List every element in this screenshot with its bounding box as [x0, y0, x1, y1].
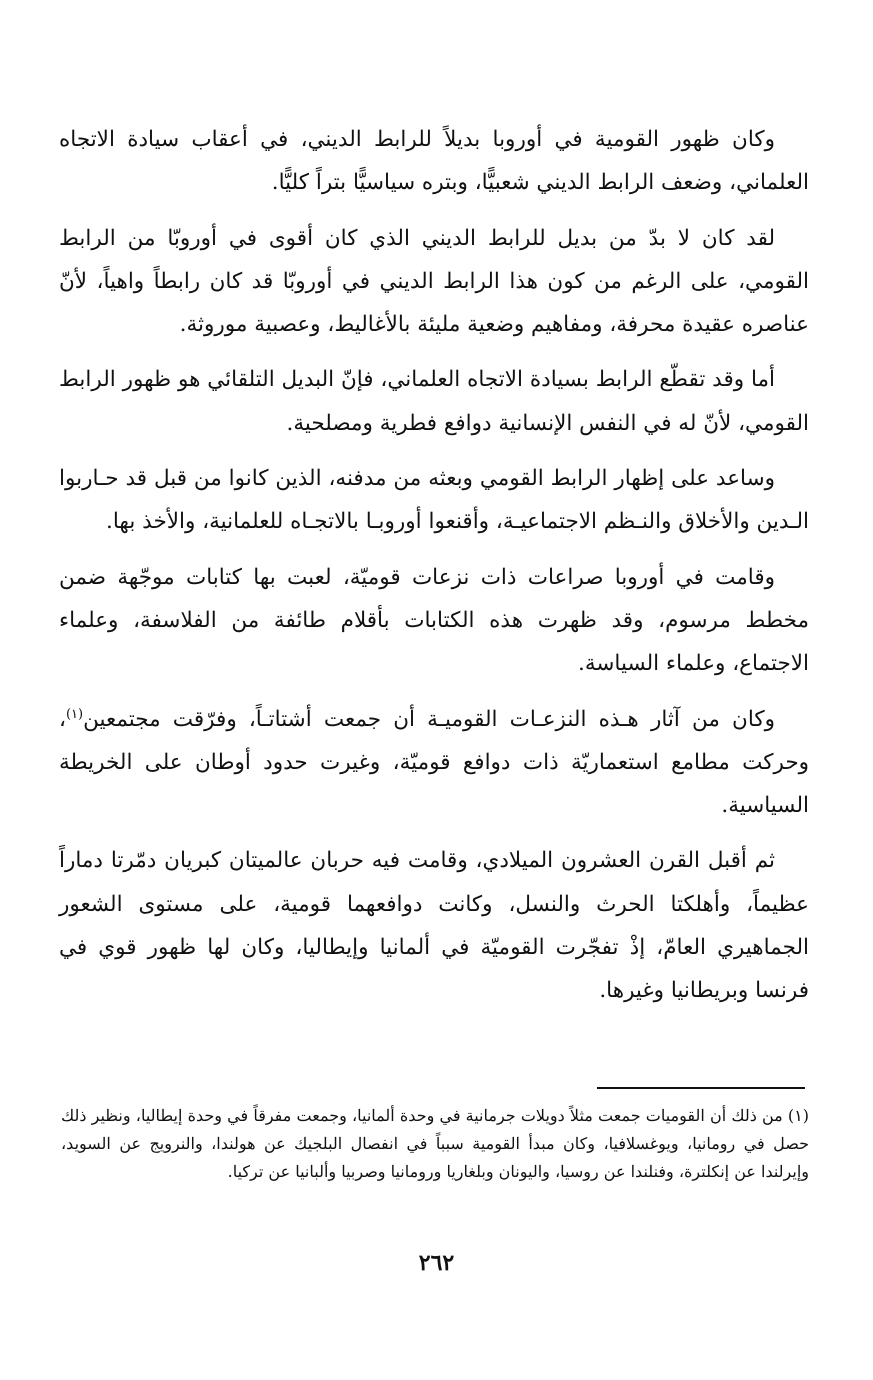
paragraph-5: وقامت في أوروبا صراعات ذات نزعات قوميّة، لعبت بها كتابات موجّهة ضمن مخطط مرسوم، وقد ظهرت هذه الكتابات بأقلام طائفة من الفلاسفة، وعلماء الاجتماع، وعلماء السياسة.: [59, 564, 809, 677]
main-text: [59, 118, 809, 1025]
footnote-marker[interactable]: (١): [65, 706, 84, 722]
paragraph-3: أما وقد تقطّع الرابط بسيادة الاتجاه العلماني، فإنّ البديل التلقائي هو ظهور الرابط القومي، لأنّ له في النفس الإنسانية دوافع فطرية ومصلحية.: [59, 367, 809, 436]
footnote-text: (١) من ذلك أن القوميات جمعت مثلاً دويلات جرمانية في وحدة ألمانيا، وجمعت مفرقاً في وحدة إيطاليا، ونظير ذلك حصل في رومانيا، ويوغسلافيا، وكان مبدأ القومية سبباً في انفصال البلجيك عن هولندا، والنرويج عن السويد، وإيرلندا عن إنكلترة، وفنلندا عن روسيا، واليونان وبلغاريا ورومانيا وصربيا وألبانيا عن تركيا.: [61, 1106, 809, 1181]
paragraph-6-part-1: وكان من آثار هـذه النزعـات القوميـة أن جمعت أشتاتـاً، وفرّقت مجتمعين: [83, 706, 775, 732]
paragraph-4: وساعد على إظهار الرابط القومي وبعثه من مدفنه، الذين كانوا من قبل قد حـاربوا الـدين والأخلاق والنـظم الاجتماعيـة، وأقنعوا أوروبـا بالاتجـاه للعلمانية، والأخذ بها.: [59, 466, 809, 535]
page-number: ٢٦٢: [418, 1250, 455, 1276]
paragraph-1: وكان ظهور القومية في أوروبا بديلاً للرابط الديني، في أعقاب سيادة الاتجاه العلماني، وضعف الرابط الديني شعبيًّا، وبتره سياسيًّا بتراً كليًّا.: [59, 127, 809, 196]
paragraph-2: لقد كان لا بدّ من بديل للرابط الديني الذي كان أقوى في أوروبّا من الرابط القومي، على الرغم من كون هذا الرابط الديني في أوروبّا قد كان رابطاً واهياً، لأنّ عناصره عقيدة محرفة، ومفاهيم وضعية مليئة بالأغاليط، وعصبية موروثة.: [59, 225, 809, 338]
paragraph-7: ثم أقبل القرن العشرون الميلادي، وقامت فيه حربان عالميتان كبريان دمّرتا دماراً عظيماً، وأهلكتا الحرث والنسل، وكانت دوافعهما قومية، على مستوى الشعور الجماهيري العامّ، إذْ تفجّرت القوميّة في ألمانيا وإيطاليا، وكان لها ظهور قوي في فرنسا وبريطانيا وغيرها.: [59, 848, 809, 1004]
paragraph-6: [59, 698, 809, 828]
footnote-divider: [597, 1087, 805, 1089]
paragraph-6-part-2: ، وحركت مطامع استعماريّة ذات دوافع قوميّة، وغيرت حدود أوطان على الخريطة السياسية.: [59, 706, 809, 819]
